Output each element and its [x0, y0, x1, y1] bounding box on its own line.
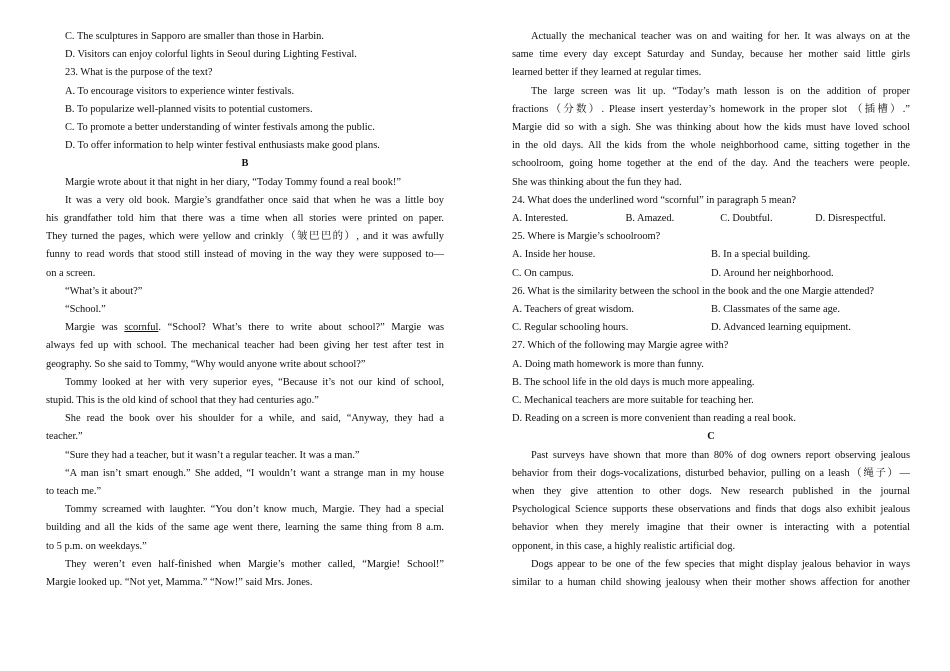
text-line: “Sure they had a teacher, but it wasn’t a regular teacher. It was a man.”: [65, 449, 360, 461]
option-line: B. The school life in the old days is much more appealing.: [512, 376, 755, 388]
text-line: Dogs appear to be one of the few species that might display jealous behavior in ways: [531, 558, 910, 570]
text-line: his grandfather told him that there was a time when all stories were printed on paper.: [46, 213, 444, 225]
text-line: “School.”: [65, 303, 106, 315]
text-line: Actually the mechanical teacher was on and waiting for her. It was always on at the: [531, 31, 910, 42]
text-line: funny to read words that stood still instead of moving in the way they were supposed to—: [46, 249, 444, 261]
option-a: A. Inside her house.: [512, 249, 596, 261]
option-line: A. Doing math homework is more than funny.: [512, 358, 704, 370]
text-line: Margie wrote about it that night in her diary, “Today Tommy found a real book!”: [65, 176, 401, 188]
text-line: similar to a human child showing jealousy when their mother shows affection for another: [512, 576, 910, 588]
option-line: D. To offer information to help winter festival enthusiasts make good plans.: [65, 140, 380, 152]
option-b: B. Classmates of the same age.: [711, 303, 840, 315]
text-line: geography. So she said to Tommy, “Why would anyone write about school?”: [46, 358, 366, 370]
text-line: Tommy looked at her with very superior eyes, “Because it’s not our kind of school,: [65, 376, 444, 388]
text-line: Margie looked up. “Not yet, Mamma.” “Now!” said Mrs. Jones.: [46, 576, 313, 588]
text-line: learned better if they learned at regular times.: [512, 67, 702, 79]
option-line: D. Visitors can enjoy colorful lights in Seoul during Lighting Festival.: [65, 49, 357, 61]
text-line: same time every day except Saturday and Sunday, because her mother said little girls: [512, 49, 910, 61]
text-line: They weren’t even half-finished when Margie’s mother called, “Margie! School!”: [65, 558, 444, 570]
q26-options-row-2: [512, 319, 910, 337]
question-26: 26. What is the similarity between the school in the book and the one Margie attended?: [512, 285, 875, 297]
q25-options-row-1: [512, 246, 910, 264]
q24-options: [512, 210, 910, 228]
text-line: always fed up with school. The mechanical teacher had been giving her test after test in: [46, 340, 444, 352]
text-line: It was a very old book. Margie’s grandfather once said that when he was a little boy: [65, 194, 444, 206]
text-line: in the old days. All the kids from the whole neighborhood came, sitting together in the: [512, 140, 910, 152]
text-line: on a screen.: [46, 267, 96, 279]
option-line: C. The sculptures in Sapporo are smaller than those in Harbin.: [65, 31, 324, 42]
question-27: 27. Which of the following may Margie agree with?: [512, 340, 729, 352]
left-column: [46, 28, 444, 592]
question-24: 24. What does the underlined word “scornful” in paragraph 5 mean?: [512, 194, 797, 206]
text-line: stupid. This is the old kind of school that they had centuries ago.”: [46, 394, 319, 406]
right-column: [512, 28, 910, 592]
text-line: behavior from their dogs-vocalizations, disturbed behavior, pulling on a leash（绳子）—: [512, 467, 910, 479]
q26-options-row-1: [512, 301, 910, 319]
text-line: Psychological Science supports these observations and finds that dogs also exhibit jealous: [512, 504, 910, 516]
text-line: “What’s it about?”: [65, 285, 143, 297]
text-line: when they give attention to other dogs. New research published in the journal: [512, 485, 910, 497]
option-b: B. In a special building.: [711, 249, 811, 261]
option-c: C. Doubtful.: [720, 212, 773, 224]
text-line: Past surveys have shown that more than 80% of dog owners report observing jealous: [531, 449, 910, 461]
question-25: 25. Where is Margie’s schoolroom?: [512, 231, 661, 243]
text-line: She was thinking about the fun they had.: [512, 176, 682, 188]
text-line: to 5 p.m. on weekdays.”: [46, 540, 147, 552]
text-line: “A man isn’t smart enough.” She added, “I wouldn’t want a strange man in my house: [65, 467, 444, 479]
option-line: C. To promote a better understanding of winter festivals among the public.: [65, 122, 375, 134]
option-line: B. To popularize well-planned visits to potential customers.: [65, 103, 313, 115]
option-d: D. Advanced learning equipment.: [711, 322, 851, 334]
q25-options-row-2: [512, 265, 910, 283]
underlined-word-scornful: scornful: [124, 322, 159, 334]
question-line: 23. What is the purpose of the text?: [65, 67, 213, 79]
text-line: They turned the pages, which were yellow and crinkly（皱巴巴的）, and it was awfully: [46, 231, 444, 243]
option-c: C. On campus.: [512, 267, 574, 279]
text-line: opponent, in this case, a highly realistic artificial dog.: [512, 540, 736, 552]
option-line: D. Reading on a screen is more convenient than reading a real book.: [512, 413, 796, 425]
option-a: A. Interested.: [512, 212, 569, 224]
text-line: Margie was scornful. “School? What’s there to write about school?” Margie was: [65, 322, 444, 334]
option-line: A. To encourage visitors to experience winter festivals.: [65, 85, 295, 97]
option-b: B. Amazed.: [625, 212, 675, 224]
section-heading-c: C: [707, 431, 715, 443]
option-line: C. Mechanical teachers are more suitable for teaching her.: [512, 394, 754, 406]
section-heading-b: B: [241, 158, 249, 170]
text-line: She read the book over his shoulder for a while, and said, “Anyway, they had a: [65, 413, 444, 425]
text-line: The large screen was lit up. “Today’s math lesson is on the addition of proper: [531, 85, 910, 97]
text-line: Tommy screamed with laughter. “You don’t know much, Margie. They had a special: [65, 504, 444, 516]
text-line: building and all the kids of the same age went there, learning the same thing from 8 a.m.: [46, 522, 444, 534]
text-line: fractions（分数）. Please insert yesterday’s homework in the proper slot （插槽）.”: [512, 103, 910, 115]
option-a: A. Teachers of great wisdom.: [512, 303, 634, 315]
option-d: D. Around her neighborhood.: [711, 267, 834, 279]
text-line: teacher.”: [46, 431, 83, 443]
text-line: schoolroom, going home together at the end of the day. And the teachers were people.: [512, 158, 910, 170]
text-line: to teach me.”: [46, 485, 102, 497]
text-line: Margie did so with a sigh. She was thinking about how the kids must have loved school: [512, 121, 910, 133]
option-c: C. Regular schooling hours.: [512, 322, 629, 334]
option-d: D. Disrespectful.: [815, 212, 886, 224]
text-line: behavior when they merely imagine that their owner is interacting with a potential: [512, 522, 910, 534]
